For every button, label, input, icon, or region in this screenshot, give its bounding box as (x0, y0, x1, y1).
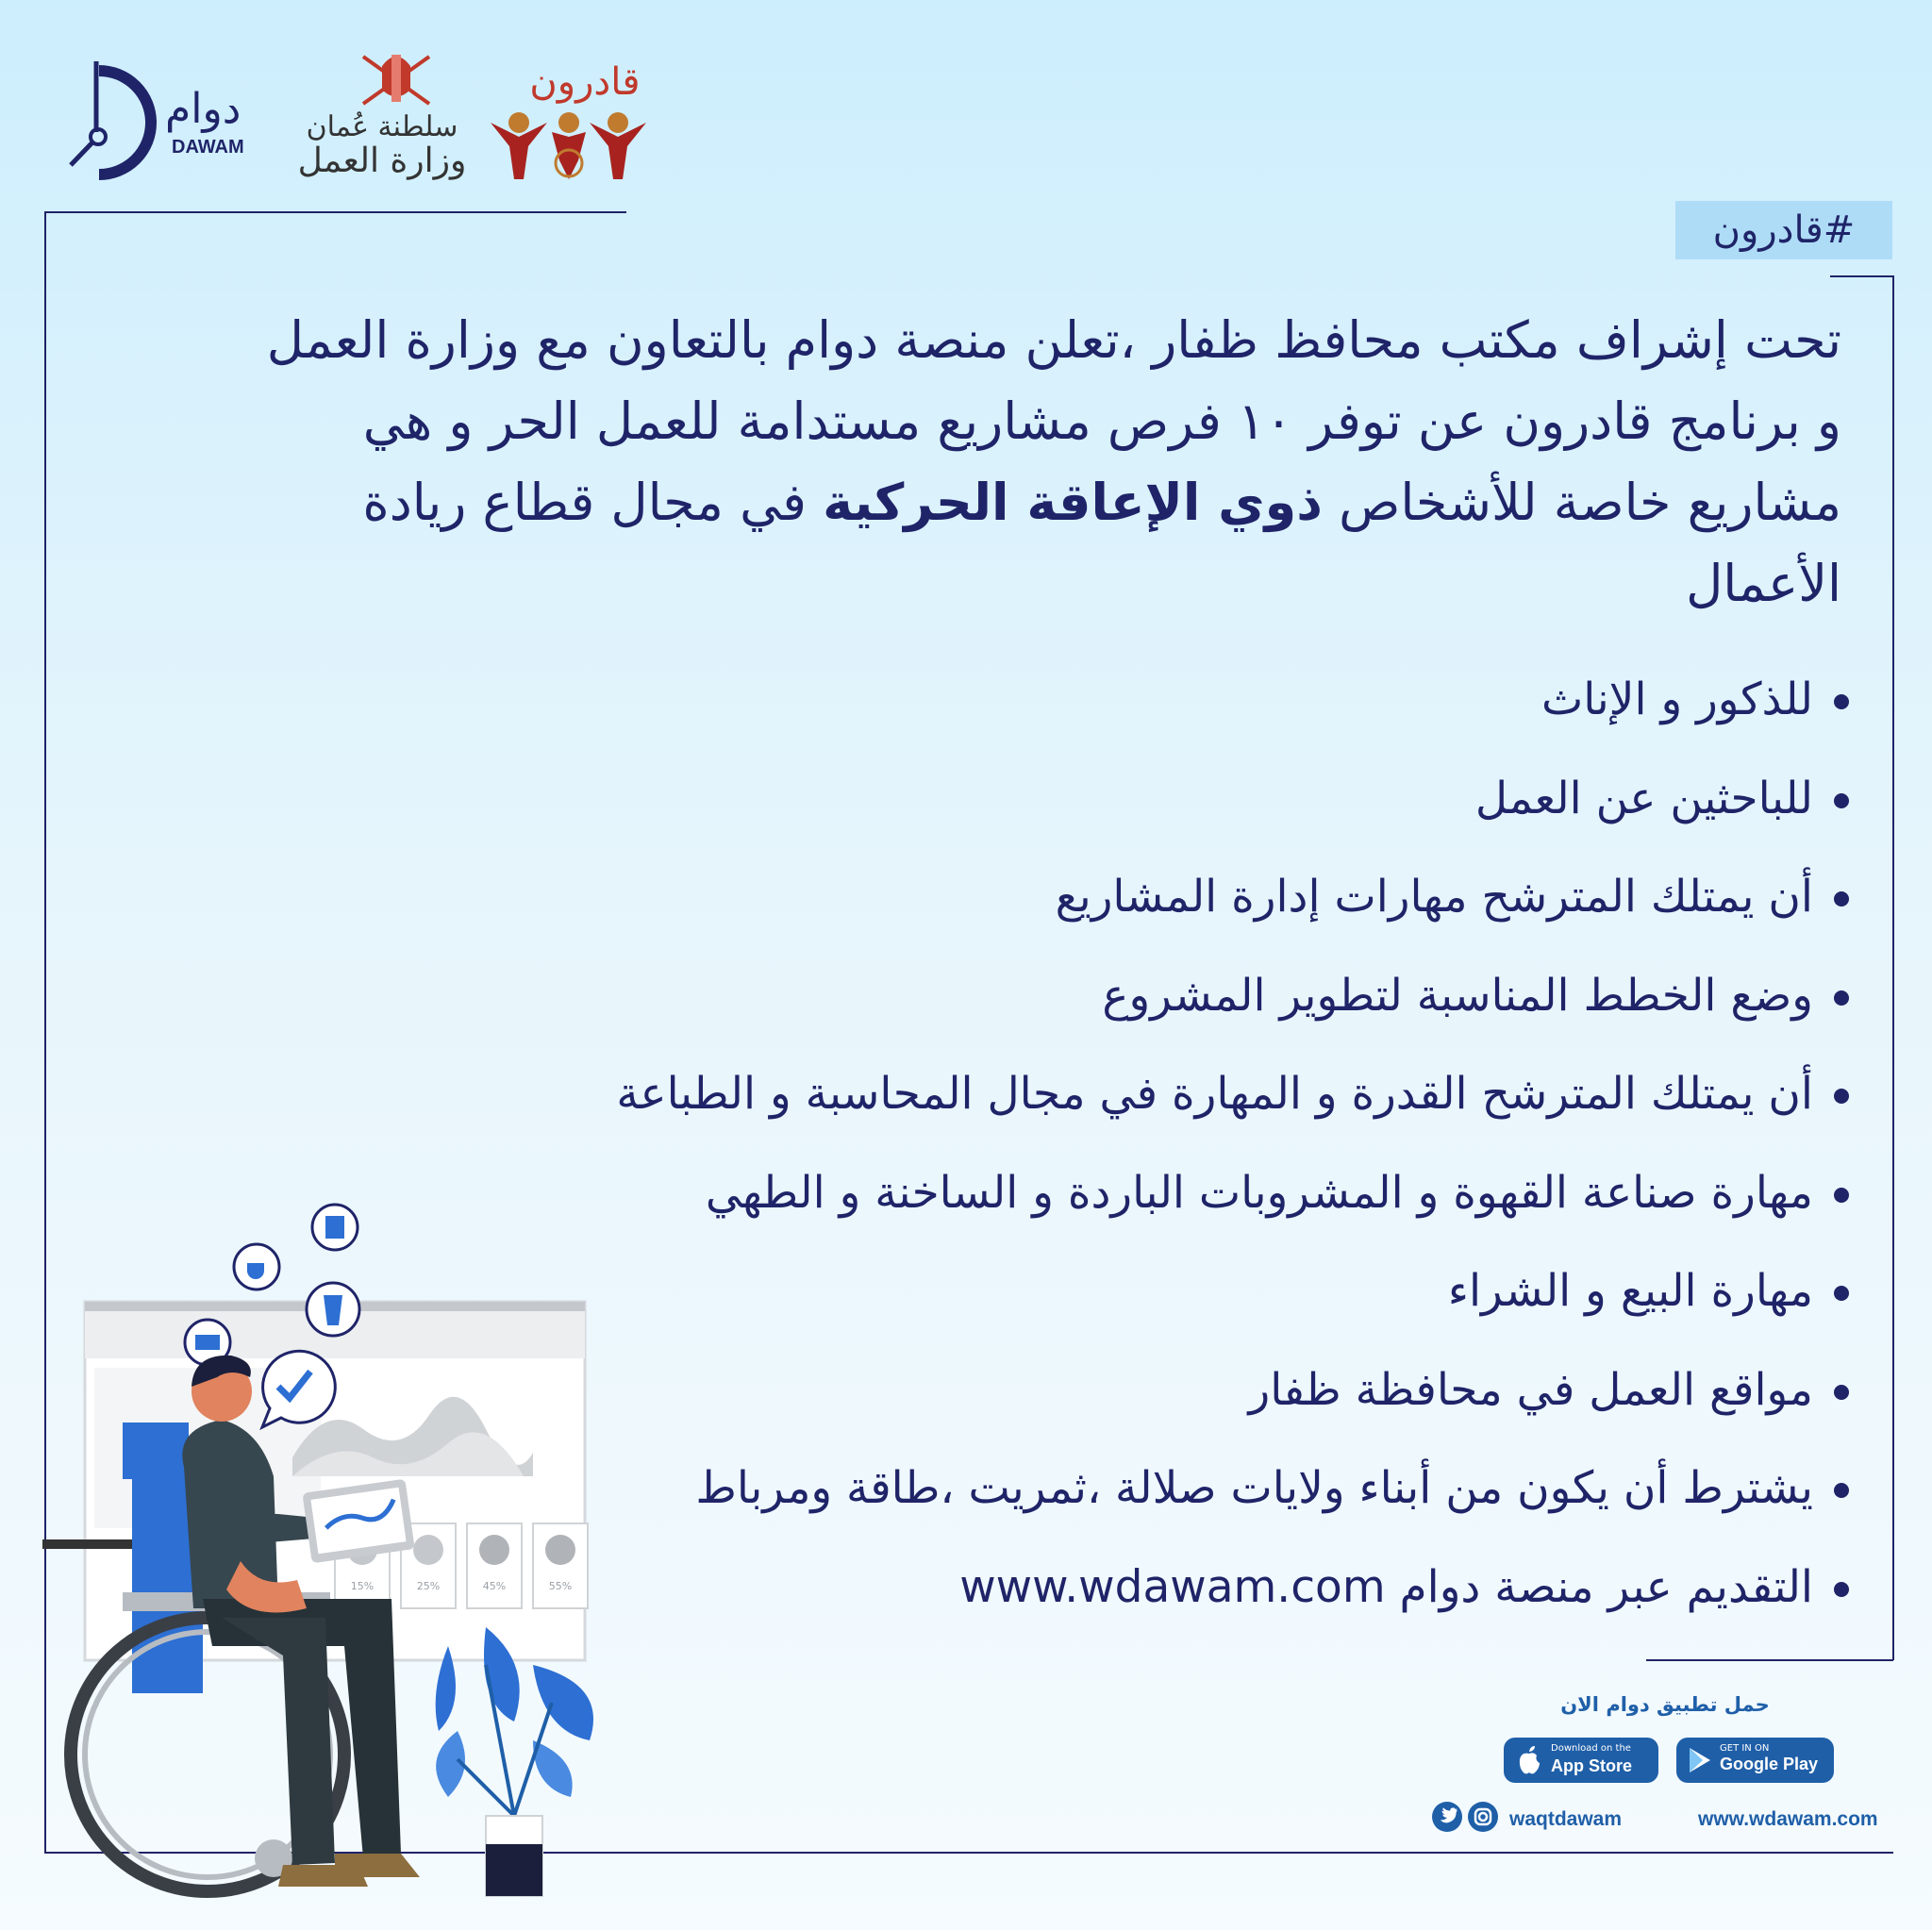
list-item-text: يشترط أن يكون من أبناء ولايات صلالة ،ثمريت ،طاقة ومرباط (695, 1462, 1813, 1514)
list-item-text: مهارة صناعة القهوة و المشروبات الباردة و الساخنة و الطهي (705, 1166, 1813, 1219)
intro-text-start: تحت إشراف مكتب محافظ ظفار ،تعلن منصة دوام بالتعاون مع وزارة العمل و برنامج قادرون عن توفر ١٠ فرص مشاريع مستدامة للعمل الحر و هي مشاريع خاصة للأشخاص (266, 310, 1841, 532)
calculator-icon (312, 1205, 358, 1250)
google-play-button[interactable] (1676, 1738, 1834, 1783)
instagram-icon[interactable] (1468, 1802, 1498, 1832)
wheelchair-user-illustration (42, 1193, 608, 1905)
qadiroon-logo-text: قادرون (529, 60, 641, 104)
list-item (491, 1341, 1849, 1440)
list-item-text: للباحثين عن العمل (1474, 772, 1813, 824)
bullet-dot-icon (1834, 990, 1849, 1006)
frame-line-right-top (1830, 275, 1893, 277)
social-handle[interactable]: waqtdawam (1509, 1808, 1623, 1830)
dawam-logo-icon (66, 52, 160, 184)
bullet-dot-icon (1834, 1286, 1849, 1301)
cold-drink-icon (307, 1283, 359, 1336)
chart-label: 25% (416, 1580, 441, 1592)
list-item-text: للذكور و الإناث (1541, 674, 1813, 725)
frame-line-right (1892, 275, 1894, 1660)
list-item (491, 848, 1849, 947)
bullet-dot-icon (1834, 1188, 1849, 1203)
twitter-icon[interactable] (1432, 1802, 1462, 1832)
list-item (491, 1144, 1849, 1243)
list-item (491, 1045, 1849, 1144)
intro-text-bold: ذوي الإعاقة الحركية (823, 473, 1323, 532)
dawam-logo-arabic: دوام (165, 85, 242, 133)
list-item (491, 750, 1849, 849)
website-link[interactable]: www.wdawam.com (1698, 1808, 1878, 1830)
google-play-small-text: GET IN ON (1720, 1743, 1770, 1754)
list-item (491, 651, 1849, 750)
list-item-text: مواقع العمل في محافظة ظفار (1248, 1363, 1813, 1416)
coffee-cup-icon (234, 1244, 279, 1289)
apple-icon (1517, 1746, 1541, 1774)
list-item-text: وضع الخطط المناسبة لتطوير المشروع (1102, 969, 1813, 1022)
frame-line-top (44, 211, 626, 213)
list-item (491, 947, 1849, 1046)
app-store-button[interactable] (1504, 1738, 1658, 1783)
list-item (491, 1242, 1849, 1341)
list-item-text: أن يمتلك المترشح القدرة و المهارة في مجال المحاسبة و الطباعة (616, 1068, 1813, 1120)
chart-label: 15% (350, 1580, 375, 1592)
bullet-dot-icon (1834, 891, 1849, 907)
dawam-logo-english: DAWAM (172, 137, 244, 158)
google-play-icon (1688, 1747, 1712, 1773)
bullet-dot-icon (1834, 1385, 1849, 1400)
hashtag-label: #قادرون (1675, 201, 1892, 259)
bullet-dot-icon (1834, 1089, 1849, 1104)
list-item-text: التقديم عبر منصة دوام www.wdawam.com (959, 1560, 1813, 1613)
bullet-dot-icon (1834, 694, 1849, 709)
intro-text-end: في مجال قطاع ريادة الأعمال (362, 473, 1841, 613)
bullet-dot-icon (1834, 1582, 1849, 1597)
intro-paragraph (264, 300, 1841, 624)
app-store-label: App Store (1551, 1756, 1633, 1775)
qadiroon-logo-icon (486, 42, 651, 189)
frame-line-right-bottom (1646, 1659, 1893, 1661)
list-item-text: مهارة البيع و الشراء (1447, 1265, 1813, 1317)
bullet-dot-icon (1834, 1483, 1849, 1498)
bullet-dot-icon (1834, 793, 1849, 808)
download-app-title: حمل تطبيق دوام الان (1560, 1693, 1770, 1716)
google-play-label: Google Play (1720, 1755, 1819, 1773)
list-item (491, 1539, 1849, 1638)
logo-bar (66, 42, 651, 193)
ministry-logo-line1: سلطنة عُمان (306, 110, 458, 143)
chart-label: 55% (548, 1580, 573, 1592)
chart-label: 45% (482, 1580, 507, 1592)
ministry-logo-line2: وزارة العمل (297, 141, 467, 180)
oman-emblem-icon (325, 47, 467, 113)
app-store-small-text: Download on the (1551, 1743, 1631, 1754)
list-item (491, 1439, 1849, 1539)
list-item-text: أن يمتلك المترشح مهارات إدارة المشاريع (1055, 871, 1813, 923)
requirements-list (491, 651, 1849, 1637)
